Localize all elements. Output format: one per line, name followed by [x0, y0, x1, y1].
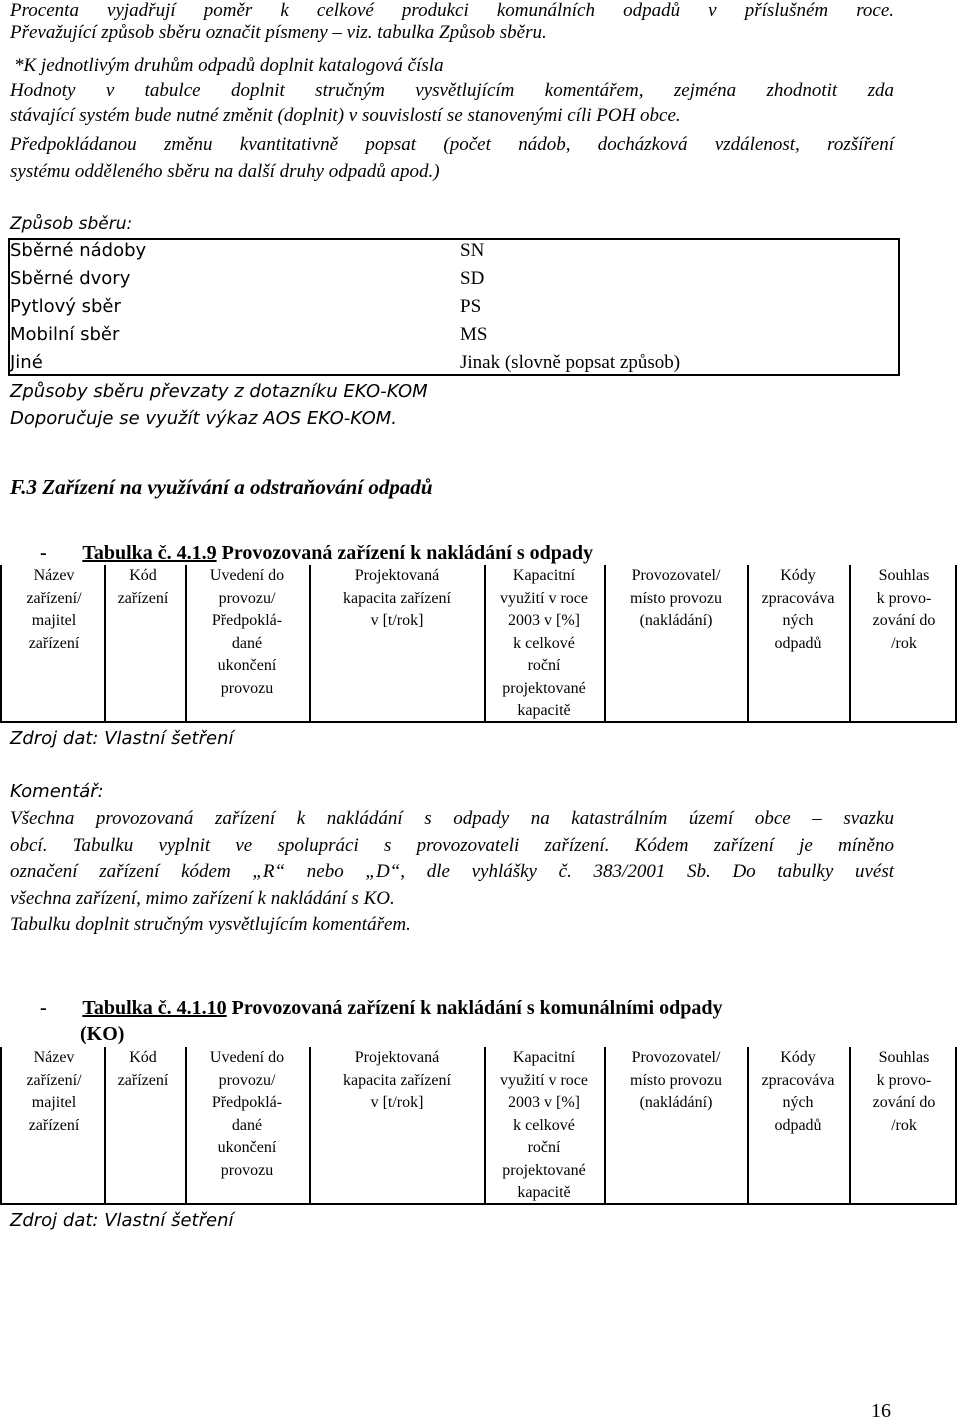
- collection-method-label: Sběrné nádoby: [10, 240, 147, 261]
- header-text-line: k provo-: [876, 1071, 932, 1089]
- header-text-line: využití v roce: [500, 589, 588, 607]
- header-text-line: Kapacitní: [512, 567, 576, 584]
- header-text-line: Předpoklá-: [211, 612, 283, 629]
- header-text-line: Předpoklá-: [211, 1094, 283, 1111]
- collection-method-code: SN: [460, 240, 485, 261]
- header-text-line: odpadů: [774, 1116, 822, 1134]
- header-text-line: zařízení/: [26, 1071, 82, 1089]
- collection-method-label: Pytlový sběr: [10, 296, 121, 317]
- header-text-line: roční: [527, 1139, 561, 1156]
- header-text-line: 2003 v [%]: [508, 612, 580, 629]
- page-number: 16: [871, 1400, 891, 1422]
- header-text-line: ukončení: [217, 1139, 277, 1156]
- table-bottom-line: [0, 1203, 957, 1205]
- header-text-line: kapacitě: [517, 702, 571, 719]
- header-text-line: zařízení: [117, 589, 169, 607]
- table-grid-line: [0, 1047, 2, 1205]
- table1-source: Zdroj dat: Vlastní šetření: [10, 728, 234, 749]
- table-grid-line: [849, 1047, 851, 1205]
- intro-line-6: Předpokládanou změnu kvantitativně popsat (počet nádob, docházková vzdálenost, rozšíření: [10, 134, 894, 155]
- header-text-line: zařízení: [28, 634, 80, 652]
- header-text-line: Projektovaná: [354, 1049, 440, 1066]
- header-text-line: zpracováva: [761, 589, 835, 607]
- table-grid-line: [309, 565, 311, 723]
- intro-line-4: Hodnoty v tabulce doplnit stručným vysvětlujícím komentářem, zejména zhodnotit zda: [10, 80, 894, 101]
- header-text-line: v [t/rok]: [370, 1094, 424, 1111]
- facilities-table: [0, 565, 958, 723]
- table-grid-line: [849, 565, 851, 723]
- comment-line-1: Všechna provozovaná zařízení k nakládání s odpady na katastrálním území obce – svazku: [10, 808, 894, 829]
- header-text-line: k celkové: [513, 1116, 575, 1134]
- table-grid-line: [747, 565, 749, 723]
- header-text-line: k celkové: [513, 634, 575, 652]
- table2-title-text: Provozovaná zařízení k nakládání s komunálními odpady: [226, 997, 723, 1019]
- table-grid-line: [104, 1047, 106, 1205]
- table1-header-capacity: [337, 565, 457, 633]
- header-text-line: /rok: [891, 634, 917, 652]
- header-text-line: majitel: [31, 612, 77, 629]
- header-text-line: dané: [231, 634, 263, 652]
- header-text-line: k provo-: [876, 589, 932, 607]
- header-text-line: kapacita zařízení: [343, 1071, 451, 1089]
- section-title: F.3 Zařízení na využívání a odstraňování odpadů: [10, 475, 433, 499]
- collection-heading: Způsob sběru:: [10, 214, 133, 234]
- header-text-line: Uvedení do: [209, 1049, 285, 1066]
- header-text-line: provozu: [220, 679, 274, 697]
- table2-source: Zdroj dat: Vlastní šetření: [10, 1210, 234, 1231]
- header-text-line: Kódy: [780, 1049, 816, 1066]
- header-text-line: 2003 v [%]: [508, 1094, 580, 1111]
- header-text-line: Provozovatel/: [631, 1049, 721, 1066]
- header-text-line: Kapacitní: [512, 1049, 576, 1066]
- header-text-line: Kódy: [780, 567, 816, 584]
- table1-header-utilization: [484, 565, 604, 723]
- intro-line-1: Procenta vyjadřují poměr k celkové produkci komunálních odpadů v příslušném roce.: [10, 0, 894, 21]
- header-text-line: Kód: [129, 1049, 157, 1066]
- table-grid-line: [955, 1047, 957, 1205]
- table1-title-number: Tabulka č. 4.1.9: [82, 542, 217, 564]
- header-text-line: (nakládání): [639, 612, 713, 629]
- header-text-line: dané: [231, 1116, 263, 1134]
- collection-method-code: Jinak (slovně popsat způsob): [460, 352, 681, 373]
- comment-line-5: Tabulku doplnit stručným vysvětlujícím komentářem.: [10, 914, 411, 935]
- table-grid-line: [955, 565, 957, 723]
- table1-header-permit: [844, 565, 960, 655]
- table2-header-operator: [616, 1047, 736, 1115]
- table2-header-utilization: [484, 1047, 604, 1205]
- intro-line-7: systému odděleného sběru na další druhy odpadů apod.): [10, 161, 440, 182]
- table-grid-line: [484, 565, 486, 723]
- table-grid-line: [747, 1047, 749, 1205]
- table2-title-number: Tabulka č. 4.1.10: [82, 997, 227, 1019]
- table1-title-text: Provozovaná zařízení k nakládání s odpady: [216, 542, 593, 564]
- header-text-line: Souhlas: [878, 1049, 930, 1066]
- header-text-line: ných: [782, 1094, 814, 1111]
- header-text-line: kapacitě: [517, 1184, 571, 1201]
- header-text-line: (nakládání): [639, 1094, 713, 1111]
- header-text-line: Kód: [129, 567, 157, 584]
- collection-note-2: Doporučuje se využít výkaz AOS EKO-KOM.: [10, 408, 397, 429]
- header-text-line: provozu/: [218, 589, 276, 607]
- table-grid-line: [604, 565, 606, 723]
- table2-header-permit: [844, 1047, 960, 1137]
- table-grid-line: [484, 1047, 486, 1205]
- intro-line-5: stávající systém bude nutné změnit (doplnit) v souvislostí se stanovenými cíli POH obce.: [10, 105, 681, 126]
- header-text-line: zařízení: [117, 1071, 169, 1089]
- header-text-line: zování do: [872, 612, 936, 629]
- header-text-line: Název: [33, 567, 75, 584]
- table1-header-start: [187, 565, 307, 700]
- table2-header-waste-codes: [738, 1047, 858, 1137]
- header-text-line: kapacita zařízení: [343, 589, 451, 607]
- collection-method-code: SD: [460, 268, 485, 289]
- table-grid-line: [309, 1047, 311, 1205]
- table-grid-line: [104, 565, 106, 723]
- header-text-line: v [t/rok]: [370, 612, 424, 629]
- municipal-facilities-table: [0, 1047, 958, 1205]
- header-text-line: ných: [782, 612, 814, 629]
- table-grid-line: [185, 1047, 187, 1205]
- collection-method-label: Jiné: [10, 352, 43, 373]
- header-text-line: místo provozu: [630, 589, 722, 607]
- table2-title-line2: (KO): [80, 1023, 125, 1045]
- header-text-line: využití v roce: [500, 1071, 588, 1089]
- comment-heading: Komentář:: [10, 781, 104, 802]
- table2-header-capacity: [337, 1047, 457, 1115]
- table2-title: [40, 996, 722, 1020]
- header-text-line: Provozovatel/: [631, 567, 721, 584]
- header-text-line: Souhlas: [878, 567, 930, 584]
- table1-dash: -: [40, 542, 47, 564]
- header-text-line: zování do: [872, 1094, 936, 1111]
- header-text-line: Uvedení do: [209, 567, 285, 584]
- table1-header-operator: [616, 565, 736, 633]
- table2-dash: -: [40, 997, 47, 1019]
- header-text-line: zařízení/: [26, 589, 82, 607]
- header-text-line: provozu: [220, 1161, 274, 1179]
- intro-line-2: Převažující způsob sběru označit písmeny – viz. tabulka Způsob sběru.: [10, 22, 547, 43]
- table-grid-line: [604, 1047, 606, 1205]
- table-grid-line: [185, 565, 187, 723]
- table1-title: [40, 541, 593, 565]
- comment-line-2: obcí. Tabulku vyplnit ve spolupráci s provozovateli zařízení. Kódem zařízení je míněno: [10, 835, 894, 856]
- collection-note-1: Způsoby sběru převzaty z dotazníku EKO-KOM: [10, 381, 428, 402]
- table2-header-start: [187, 1047, 307, 1182]
- table1-header-waste-codes: [738, 565, 858, 655]
- table-grid-line: [0, 565, 2, 723]
- collection-method-code: PS: [460, 296, 482, 317]
- header-text-line: roční: [527, 657, 561, 674]
- header-text-line: majitel: [31, 1094, 77, 1111]
- header-text-line: zařízení: [28, 1116, 80, 1134]
- comment-line-3: označení zařízení kódem „R“ nebo „D“, dle vyhlášky č. 383/2001 Sb. Do tabulky uvést: [10, 861, 894, 882]
- header-text-line: odpadů: [774, 634, 822, 652]
- collection-method-code: MS: [460, 324, 488, 345]
- comment-line-4: všechna zařízení, mimo zařízení k nakládání s KO.: [10, 888, 395, 909]
- header-text-line: projektované: [502, 1161, 586, 1179]
- header-text-line: Název: [33, 1049, 75, 1066]
- header-text-line: projektované: [502, 679, 586, 697]
- intro-line-3: *K jednotlivým druhům odpadů doplnit katalogová čísla: [14, 55, 444, 76]
- collection-method-label: Mobilní sběr: [10, 324, 120, 345]
- header-text-line: zpracováva: [761, 1071, 835, 1089]
- header-text-line: místo provozu: [630, 1071, 722, 1089]
- collection-method-label: Sběrné dvory: [10, 268, 131, 289]
- header-text-line: Projektovaná: [354, 567, 440, 584]
- header-text-line: provozu/: [218, 1071, 276, 1089]
- header-text-line: /rok: [891, 1116, 917, 1134]
- table-bottom-line: [0, 721, 957, 723]
- header-text-line: ukončení: [217, 657, 277, 674]
